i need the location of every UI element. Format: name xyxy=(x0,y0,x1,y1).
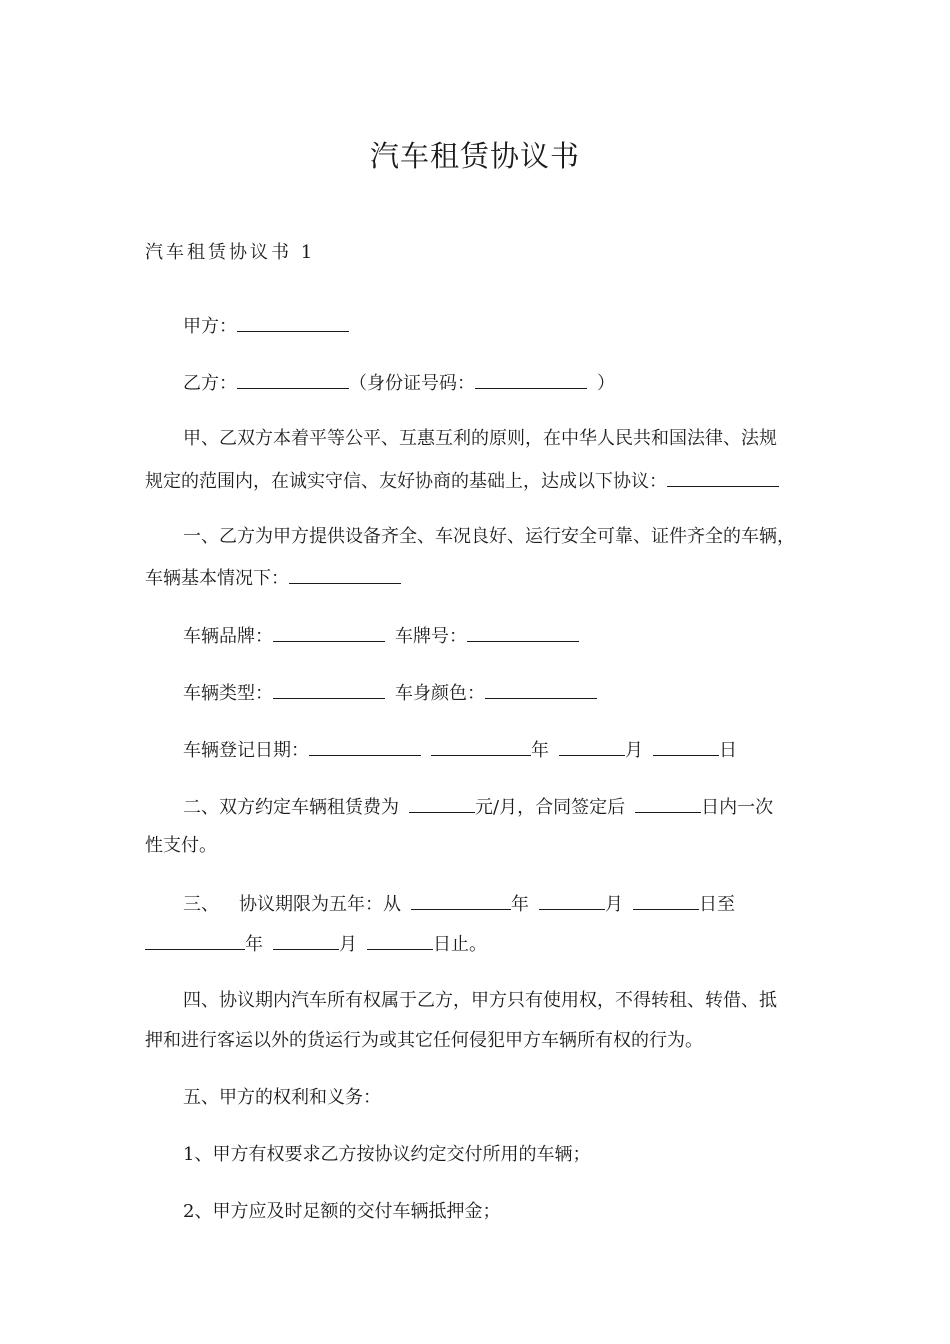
id-label-close: ） xyxy=(597,373,615,394)
brand-blank xyxy=(273,622,385,642)
reg-date-blank xyxy=(309,736,421,756)
rent-blank xyxy=(409,793,475,813)
plate-label: 车牌号： xyxy=(395,626,467,647)
intro-line-2 xyxy=(145,467,779,495)
month-label: 月 xyxy=(625,740,643,761)
end-year-label: 年 xyxy=(245,934,263,955)
clause-1-line-1: 一、乙方为甲方提供设备齐全、车况良好、运行安全可靠、证件齐全的车辆， xyxy=(183,526,795,547)
start-year-label: 年 xyxy=(511,894,529,915)
reg-year-blank xyxy=(431,736,531,756)
end-year-blank xyxy=(145,930,245,950)
end-month-blank xyxy=(273,930,339,950)
intro-blank xyxy=(667,467,779,487)
reg-day-blank xyxy=(653,736,719,756)
clause-5-item-1: 1、甲方有权要求乙方按协议约定交付所用的车辆； xyxy=(183,1144,591,1165)
party-a-label: 甲方： xyxy=(183,316,237,337)
clause-1-blank xyxy=(289,564,401,584)
clause-4-line-1: 四、协议期内汽车所有权属于乙方，甲方只有使用权，不得转租、转借、抵 xyxy=(183,990,777,1011)
start-month-label: 月 xyxy=(605,894,623,915)
intro-line-2-text: 规定的范围内，在诚实守信、友好协商的基础上，达成以下协议： xyxy=(145,471,667,492)
clause-2-text-a: 二、双方约定车辆租赁费为 xyxy=(183,797,399,818)
type-line xyxy=(183,679,597,707)
id-blank xyxy=(475,369,587,389)
section-heading: 汽车租赁协议书 1 xyxy=(145,242,316,263)
clause-4-line-2: 押和进行客运以外的货运行为或其它任何侵犯甲方车辆所有权的行为。 xyxy=(145,1030,703,1051)
party-b-line xyxy=(183,369,615,397)
party-a-blank xyxy=(237,312,349,332)
reg-date-line xyxy=(183,736,737,764)
pay-days-blank xyxy=(635,793,701,813)
day-end-label: 日止。 xyxy=(433,934,487,955)
start-month-blank xyxy=(539,890,605,910)
color-blank xyxy=(485,679,597,699)
start-day-blank xyxy=(633,890,699,910)
clause-5-item-2: 2、甲方应及时足额的交付车辆抵押金； xyxy=(183,1201,501,1222)
clause-3-number: 三、 xyxy=(183,894,219,915)
clause-2-line-2: 性支付。 xyxy=(145,835,217,856)
clause-2-line-1 xyxy=(183,793,773,821)
day-label: 日 xyxy=(719,740,737,761)
color-label: 车身颜色： xyxy=(395,683,485,704)
document-title: 汽车租赁协议书 xyxy=(369,139,580,173)
year-label: 年 xyxy=(531,740,549,761)
clause-1-line-2-text: 车辆基本情况下： xyxy=(145,568,289,589)
party-b-blank xyxy=(237,369,349,389)
clause-3-line-2 xyxy=(145,930,487,958)
clause-2-text-c: 日内一次 xyxy=(701,797,774,818)
plate-blank xyxy=(467,622,579,642)
clause-2-text-b: 元/月，合同签定后 xyxy=(475,797,626,818)
reg-date-label: 车辆登记日期： xyxy=(183,740,309,761)
id-label: （身份证号码： xyxy=(349,373,475,394)
party-b-label: 乙方： xyxy=(183,373,237,394)
party-a-line xyxy=(183,312,349,340)
reg-month-blank xyxy=(559,736,625,756)
brand-label: 车辆品牌： xyxy=(183,626,273,647)
clause-5-heading: 五、甲方的权利和义务： xyxy=(183,1087,381,1108)
end-day-blank xyxy=(367,930,433,950)
intro-line-1: 甲、乙双方本着平等公平、互惠互利的原则，在中华人民共和国法律、法规 xyxy=(183,428,777,449)
clause-3-text: 协议期限为五年：从 xyxy=(239,894,401,915)
clause-3-line-1 xyxy=(183,890,735,918)
start-year-blank xyxy=(411,890,511,910)
brand-line xyxy=(183,622,579,650)
clause-1-line-2 xyxy=(145,564,401,592)
type-blank xyxy=(273,679,385,699)
day-to-label: 日至 xyxy=(699,894,735,915)
end-month-label: 月 xyxy=(339,934,357,955)
type-label: 车辆类型： xyxy=(183,683,273,704)
